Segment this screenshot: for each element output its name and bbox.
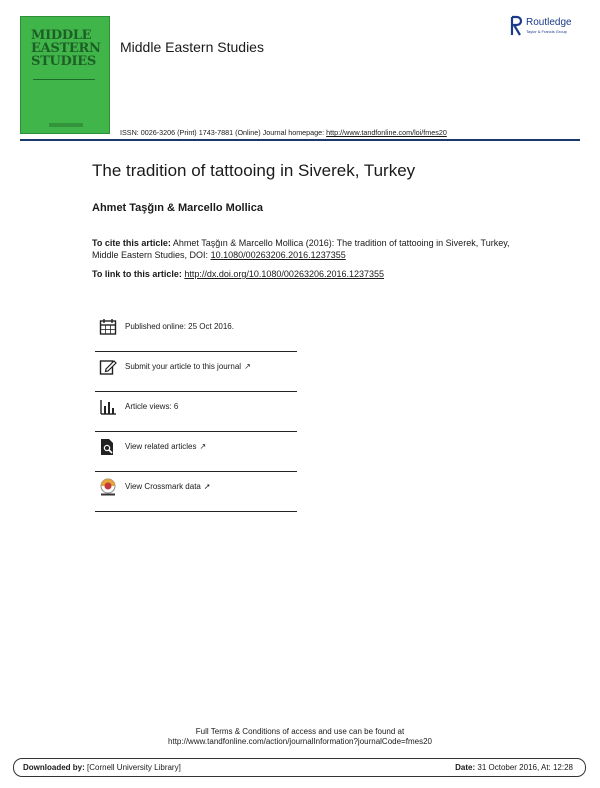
- link-line: [92, 269, 384, 279]
- downloaded-by-value: [Cornell University Library]: [87, 763, 181, 772]
- crossmark-label: View Crossmark data ➚: [125, 482, 211, 491]
- external-link-icon: ↗: [244, 362, 251, 371]
- issn-text: ISSN: 0026-3206 (Print) 1743-7881 (Online) Journal homepage:: [120, 128, 325, 137]
- published-online-label: Published online: 25 Oct 2016.: [125, 322, 234, 331]
- crossmark-icon: [99, 478, 117, 496]
- submit-article-row[interactable]: [95, 352, 297, 392]
- link-label: To link to this article:: [92, 269, 182, 279]
- article-link[interactable]: http://dx.doi.org/10.1080/00263206.2016.1237355: [184, 269, 385, 279]
- citation-text: Ahmet Taşğın & Marcello Mollica (2016): The tradition of tattooing in Siverek, Turkey, Middle Eastern Studies, DOI:: [92, 238, 510, 260]
- bar-chart-icon: [99, 398, 117, 416]
- header-divider: [20, 139, 580, 141]
- downloaded-by-label: Downloaded by:: [23, 763, 85, 772]
- published-online-row: [95, 312, 297, 352]
- publisher-name: Routledge: [526, 17, 572, 28]
- cover-divider: [33, 79, 95, 83]
- journal-homepage-link[interactable]: http://www.tandfonline.com/loi/fmes20: [326, 128, 447, 137]
- article-actions: [95, 312, 297, 512]
- doi-link[interactable]: 10.1080/00263206.2016.1237355: [210, 249, 346, 260]
- downloaded-by: [23, 763, 181, 772]
- download-footer: [13, 758, 586, 777]
- date-value: 31 October 2016, At: 12:28: [477, 763, 573, 772]
- routledge-icon: [510, 15, 523, 37]
- related-articles-label: View related articles ↗: [125, 442, 207, 451]
- cover-publisher-mark: [49, 123, 83, 127]
- article-views-label: Article views: 6: [125, 402, 179, 411]
- article-authors: Ahmet Taşğın & Marcello Mollica: [92, 202, 263, 214]
- external-link-icon: ↗: [199, 442, 207, 451]
- issn-line: [120, 128, 447, 137]
- related-articles-row[interactable]: [95, 432, 297, 472]
- crossmark-row[interactable]: [95, 472, 297, 512]
- edit-icon: [99, 358, 117, 376]
- terms-line-1: Full Terms & Conditions of access and use can be found at: [195, 727, 405, 736]
- terms-link[interactable]: http://www.tandfonline.com/action/journalInformation?journalCode=fmes20: [168, 737, 432, 746]
- journal-name: Middle Eastern Studies: [120, 39, 264, 55]
- publisher-tagline: Taylor & Francis Group: [526, 29, 567, 34]
- article-views-row: [95, 392, 297, 432]
- date-label: Date:: [455, 763, 476, 772]
- external-link-icon: ➚: [203, 482, 211, 491]
- download-date: [455, 763, 573, 772]
- citation-block: [92, 238, 522, 261]
- journal-cover: [20, 16, 110, 134]
- document-search-icon: [99, 438, 117, 456]
- article-title: The tradition of tattooing in Siverek, Turkey: [92, 161, 416, 180]
- citation-label: To cite this article:: [92, 238, 171, 248]
- submit-article-label: Submit your article to this journal ↗: [125, 362, 251, 371]
- terms-notice: [0, 727, 600, 747]
- cover-title: MIDDLE EASTERN STUDIES: [31, 28, 101, 69]
- calendar-icon: [99, 318, 117, 336]
